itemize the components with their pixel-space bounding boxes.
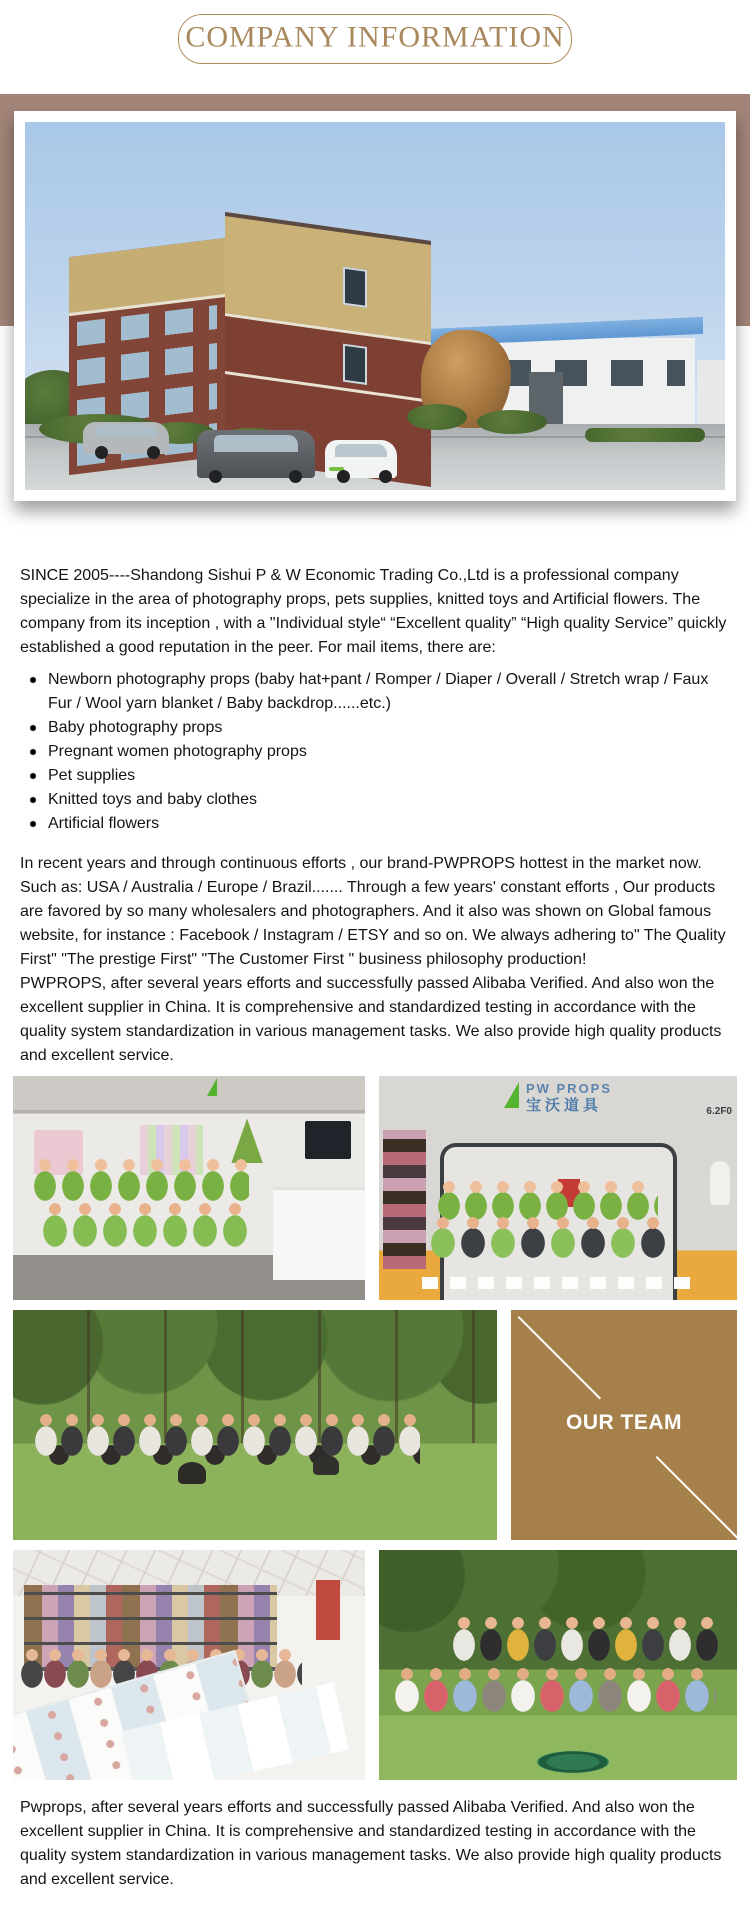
building-tan-band [69, 238, 225, 316]
building-window [343, 344, 367, 385]
mannequin [710, 1161, 730, 1205]
photo-garden-gathering [13, 1310, 497, 1540]
red-door [316, 1580, 341, 1640]
ceiling-beam [13, 1110, 365, 1113]
car-windows [95, 425, 157, 437]
sail-icon [504, 1082, 519, 1108]
tv-screen [305, 1121, 351, 1159]
logo-line-cn: 宝沃道具 [525, 1096, 602, 1114]
diagonal-line [518, 1316, 601, 1399]
parked-van [83, 422, 169, 454]
pwprops-logo [504, 1082, 612, 1114]
photo-workshop [13, 1550, 365, 1780]
product-list [28, 668, 730, 836]
photo-pwprops-booth [379, 1076, 737, 1300]
building-tan-band [225, 216, 431, 342]
building-window [343, 266, 367, 307]
team-front-row [429, 1215, 665, 1259]
bullet-item: Pregnant women photography props [28, 740, 730, 764]
team-back-row [31, 1157, 249, 1201]
car-wheels [337, 470, 350, 483]
hero-section [0, 94, 750, 526]
shrub [585, 428, 705, 442]
warehouse-wing [697, 360, 725, 432]
gallery-row-2 [13, 1310, 737, 1540]
brand-paragraph: In recent years and through continuous efforts , our brand-PWPROPS hottest in the market now. Such as: USA / Australia / Europe / Brazil....... Through a few years' constant efforts , Our products are favored by so many wholesalers and photographers. And it also was shown on Global famous website, for instance : Facebook / Instagram / ETSY and so on. We always adhering to" The Quality First" "The prestige First" "The Customer First " business philosophy production! [20, 855, 726, 968]
bullet-item: Pet supplies [28, 764, 730, 788]
building-trim [225, 371, 431, 403]
poster-wall [383, 1130, 426, 1269]
photo-lawn-group [379, 1550, 737, 1780]
car-wheels [209, 470, 222, 483]
car-wheels [95, 446, 108, 459]
our-team-label: OUR TEAM [566, 1411, 682, 1435]
factory-photo [14, 111, 736, 501]
well-cover [537, 1751, 609, 1773]
page-title: COMPANY INFORMATION [185, 20, 565, 54]
about-block [20, 564, 730, 836]
closing-block [20, 1796, 730, 1906]
sail-icon [207, 1078, 217, 1096]
hall-number-tag: 6.2F0 [706, 1106, 732, 1117]
pwprops-logo-text [526, 1082, 612, 1114]
shrub [477, 410, 547, 434]
standing-row [451, 1614, 723, 1666]
seated-row [393, 1665, 715, 1719]
garden-table [313, 1455, 339, 1475]
closing-paragraph: Pwprops, after several years efforts and successfully passed Alibaba Verified. And also won the excellent supplier in China. It is comprehensive and standardized testing in accordance with the quality system standardization in various management tasks. We also provide high quality products and excellent service. [20, 1799, 722, 1888]
shrub [407, 404, 467, 430]
car-windows [214, 435, 299, 452]
bullet-item: Baby photography props [28, 716, 730, 740]
intro-paragraph: SINCE 2005----Shandong Sishui P & W Economic Trading Co.,Ltd is a professional company specialize in the area of photography props, pets supplies, knitted toys and Artificial flowers. The company from its inception , with a "Individual style“ “Excellent quality” “High quality Service” quickly established a good reputation in the peer. For mail items, there are: [20, 567, 727, 656]
seated-group [32, 1411, 419, 1467]
factory-building-illustration [25, 122, 725, 490]
bullet-item: Knitted toys and baby clothes [28, 788, 730, 812]
parked-suv [197, 430, 315, 478]
our-team-card [511, 1310, 737, 1540]
team-gallery [13, 1076, 737, 1780]
bullet-item: Newborn photography props (baby hat+pant / Romper / Diaper / Overall / Stretch wrap / Faux Fur / Wool yarn blanket / Baby backdrop......etc.) [28, 668, 730, 716]
bullet-item: Artificial flowers [28, 812, 730, 836]
chair-row [422, 1277, 694, 1289]
gallery-row-1 [13, 1076, 737, 1300]
parked-white-car [325, 440, 397, 478]
brand-block [20, 852, 730, 1068]
team-front-row [41, 1201, 252, 1247]
booth-counter [273, 1187, 365, 1280]
logo-line-en: PW PROPS [525, 1081, 613, 1096]
car-windows [335, 444, 387, 458]
photo-tradeshow-booth [13, 1076, 365, 1300]
section-title-box [178, 14, 572, 64]
verified-paragraph: PWPROPS, after several years efforts and successfully passed Alibaba Verified. And also won the excellent supplier in China. It is comprehensive and standardized testing in accordance with the quality system standardization in various management tasks. We also provide high quality products and excellent service. [20, 975, 722, 1064]
diagonal-line [656, 1456, 737, 1540]
gallery-row-3 [13, 1550, 737, 1780]
garden-table [178, 1462, 206, 1484]
